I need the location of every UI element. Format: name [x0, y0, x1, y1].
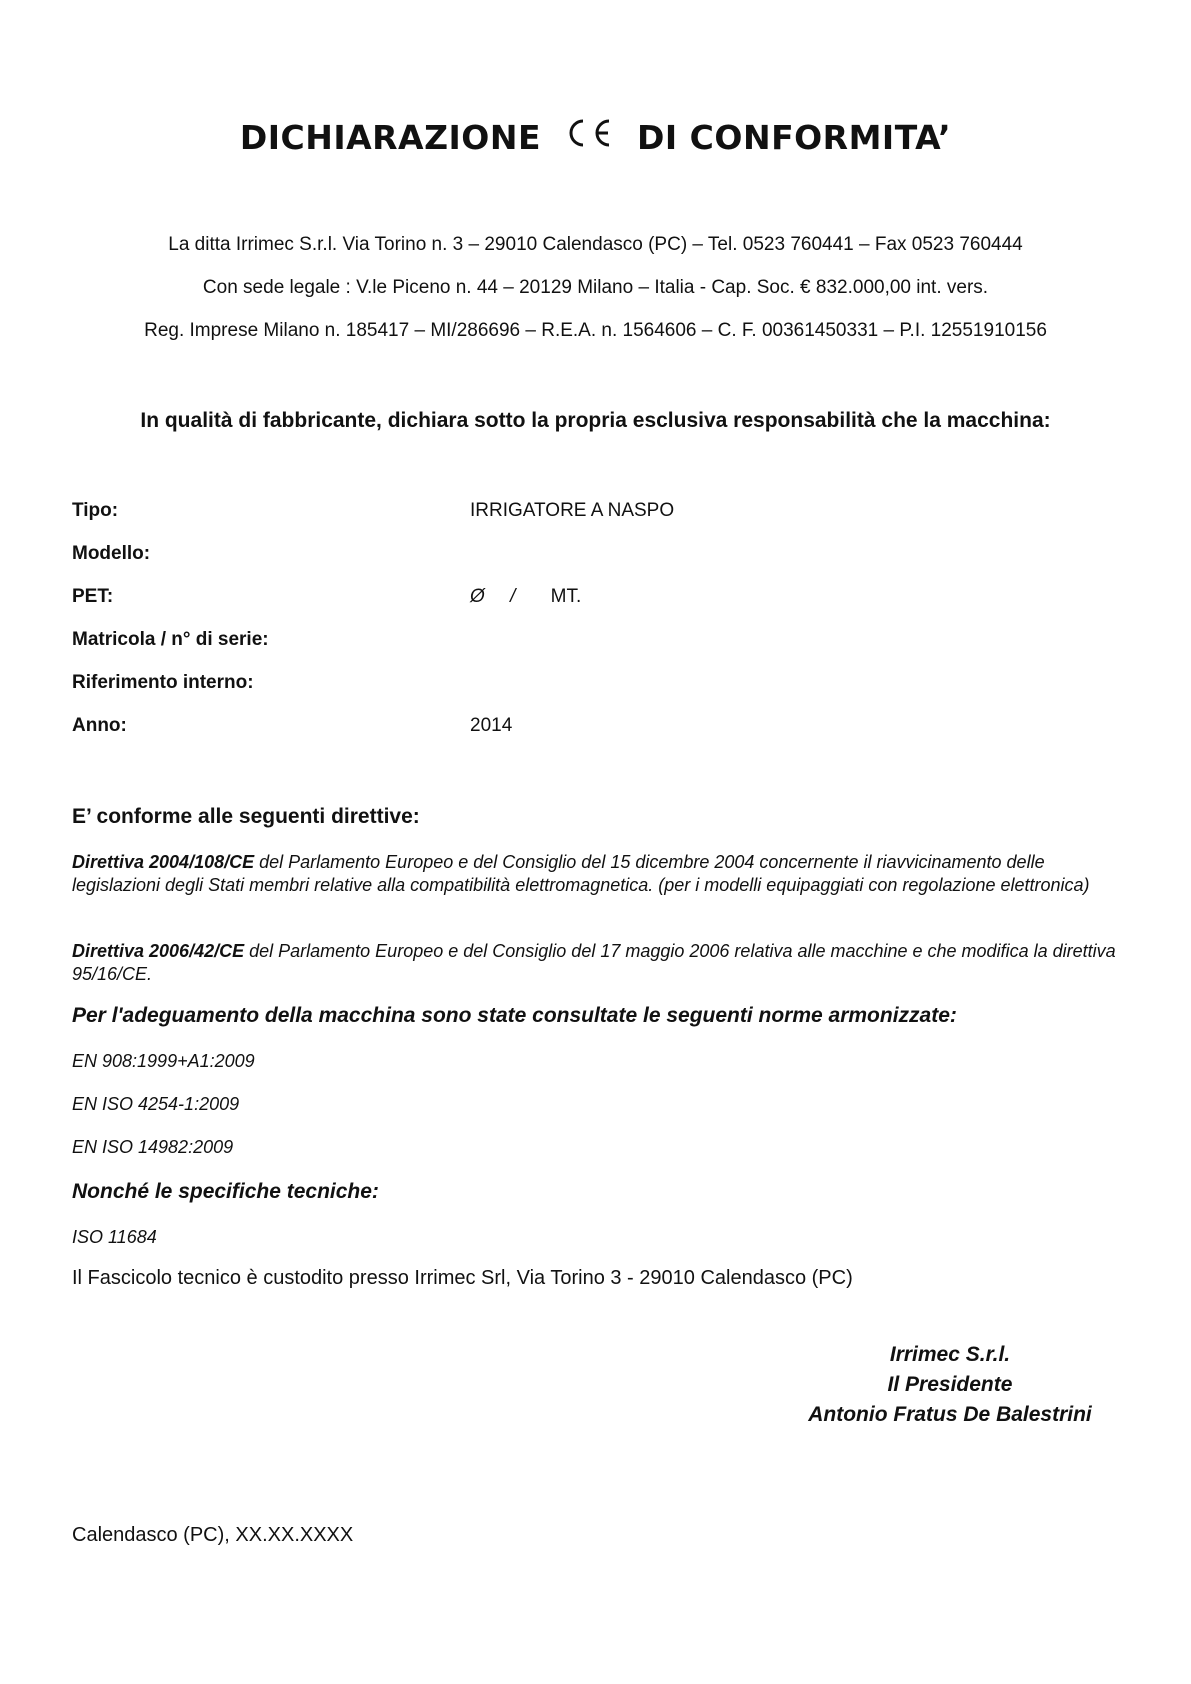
field-value-pet: [470, 586, 581, 608]
field-label-anno: Anno:: [72, 715, 127, 736]
company-line-2: Con sede legale : V.le Piceno n. 44 – 20129 Milano – Italia - Cap. Soc. € 832.000,00 int. vers.: [202, 277, 989, 298]
signature-company: Irrimec S.r.l.: [889, 1343, 1011, 1366]
field-label-tipo: Tipo:: [72, 500, 119, 521]
company-line-1: La ditta Irrimec S.r.l. Via Torino n. 3 – 29010 Calendasco (PC) – Tel. 0523 760441 – Fax 0523 760444: [168, 234, 1023, 255]
directive-text: del Parlamento Europeo e del Consiglio del 15 dicembre 2004 concernente il riavvicinamento delle legislazioni degli Stati membri relative alla compatibilità elettromagnetica. (per i modelli equipaggiati con regolazione elettronica): [72, 852, 1090, 895]
spec-item: ISO 11684: [72, 1227, 157, 1247]
signature-name: Antonio Fratus De Balestrini: [808, 1403, 1092, 1426]
specs-title: Nonché le specifiche tecniche:: [72, 1180, 379, 1203]
manufacturer-declaration: In qualità di fabbricante, dichiara sotto la propria esclusiva responsabilità che la macchina:: [140, 409, 1051, 432]
directive-name: Direttiva 2006/42/CE: [72, 941, 245, 961]
pet-unit: MT.: [550, 586, 582, 607]
norm-item: EN ISO 14982:2009: [72, 1137, 234, 1157]
norm-item: EN 908:1999+A1:2009: [72, 1051, 255, 1071]
directive-name: Direttiva 2004/108/CE: [72, 852, 255, 872]
field-label-modello: Modello:: [72, 543, 151, 564]
signature-role: Il Presidente: [887, 1373, 1013, 1396]
company-line-3: Reg. Imprese Milano n. 185417 – MI/286696 – R.E.A. n. 1564606 – C. F. 00361450331 – P.I. 12551910156: [144, 320, 1047, 341]
title-left: DICHIARAZIONE: [239, 118, 542, 157]
directive-item: [72, 851, 1132, 897]
title-right: DI CONFORMITA’: [637, 118, 952, 157]
technical-file-note: Il Fascicolo tecnico è custodito presso Irrimec Srl, Via Torino 3 - 29010 Calendasco (PC): [72, 1267, 853, 1289]
directives-title: E’ conforme alle seguenti direttive:: [72, 805, 420, 828]
document-title: [0, 118, 1191, 158]
ce-mark-icon: [563, 114, 615, 150]
place-date: Calendasco (PC), XX.XX.XXXX: [72, 1524, 354, 1546]
field-value-tipo: IRRIGATORE A NASPO: [470, 500, 675, 521]
field-label-riferimento: Riferimento interno:: [72, 672, 254, 693]
field-label-pet: PET:: [72, 586, 114, 607]
pet-diameter-symbol: Ø: [470, 586, 485, 607]
directive-item: [72, 940, 1132, 986]
field-value-anno: 2014: [470, 715, 513, 736]
norm-item: EN ISO 4254-1:2009: [72, 1094, 240, 1114]
directive-text: del Parlamento Europeo e del Consiglio del 17 maggio 2006 relativa alle macchine e che modifica la direttiva 95/16/CE.: [72, 941, 1116, 984]
pet-separator: /: [510, 586, 516, 607]
norms-title: Per l'adeguamento della macchina sono state consultate le seguenti norme armonizzate:: [72, 1004, 957, 1027]
field-label-matricola: Matricola / n° di serie:: [72, 629, 269, 650]
